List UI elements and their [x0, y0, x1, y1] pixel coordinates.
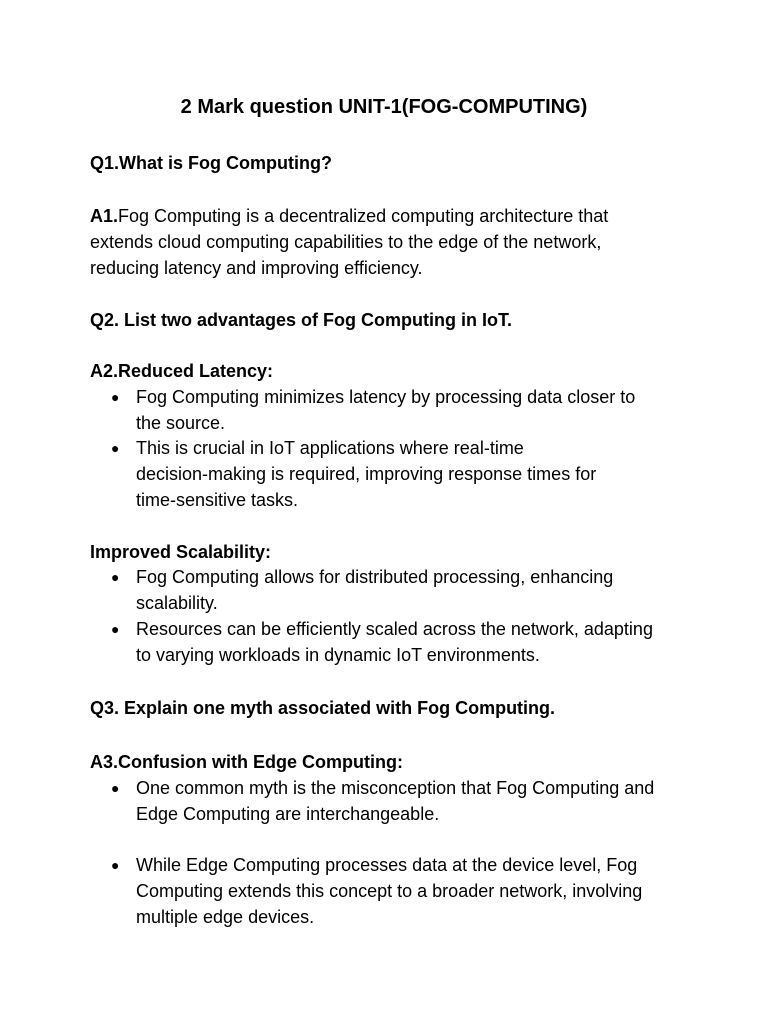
list-item: Fog Computing minimizes latency by processing data closer to [136, 387, 636, 407]
list-item-continuation: decision-making is required, improving response times for [136, 464, 597, 484]
answer-1-line-1 [90, 203, 608, 229]
list-item-continuation: to varying workloads in dynamic IoT environments. [136, 645, 540, 665]
list-item-continuation: time-sensitive tasks. [136, 490, 299, 510]
list-item-continuation: scalability. [136, 593, 218, 613]
bullet-icon: ● [111, 569, 120, 585]
list-item: While Edge Computing processes data at the device level, Fog [136, 855, 638, 875]
list-item: Resources can be efficiently scaled across the network, adapting [136, 619, 653, 639]
answer-3-heading: A3.Confusion with Edge Computing: [90, 752, 403, 772]
answer-1-text: Fog Computing is a decentralized computing architecture that [118, 206, 609, 226]
list-item: This is crucial in IoT applications where real-time [136, 438, 524, 458]
bullet-icon: ● [111, 857, 120, 873]
answer-1-line-3: reducing latency and improving efficiency. [90, 258, 423, 278]
question-1: Q1.What is Fog Computing? [90, 153, 332, 173]
question-2: Q2. List two advantages of Fog Computing in IoT. [90, 310, 512, 330]
answer-1-line-2: extends cloud computing capabilities to the edge of the network, [90, 232, 602, 252]
list-item: Fog Computing allows for distributed processing, enhancing [136, 567, 614, 587]
answer-2-heading-improved-scalability: Improved Scalability: [90, 542, 272, 562]
bullet-icon: ● [111, 780, 120, 796]
list-item-continuation: Edge Computing are interchangeable. [136, 804, 440, 824]
page-title: 2 Mark question UNIT-1(FOG-COMPUTING) [180, 96, 588, 118]
bullet-icon: ● [111, 389, 120, 405]
bullet-icon: ● [111, 621, 120, 637]
list-item-continuation: the source. [136, 413, 226, 433]
list-item: One common myth is the misconception that Fog Computing and [136, 778, 655, 798]
answer-1-label: A1. [90, 206, 119, 226]
list-item-continuation: multiple edge devices. [136, 907, 315, 927]
list-item-continuation: Computing extends this concept to a broader network, involving [136, 881, 643, 901]
answer-2-heading-reduced-latency: A2.Reduced Latency: [90, 361, 274, 381]
bullet-icon: ● [111, 440, 120, 456]
question-3: Q3. Explain one myth associated with Fog Computing. [90, 698, 556, 718]
